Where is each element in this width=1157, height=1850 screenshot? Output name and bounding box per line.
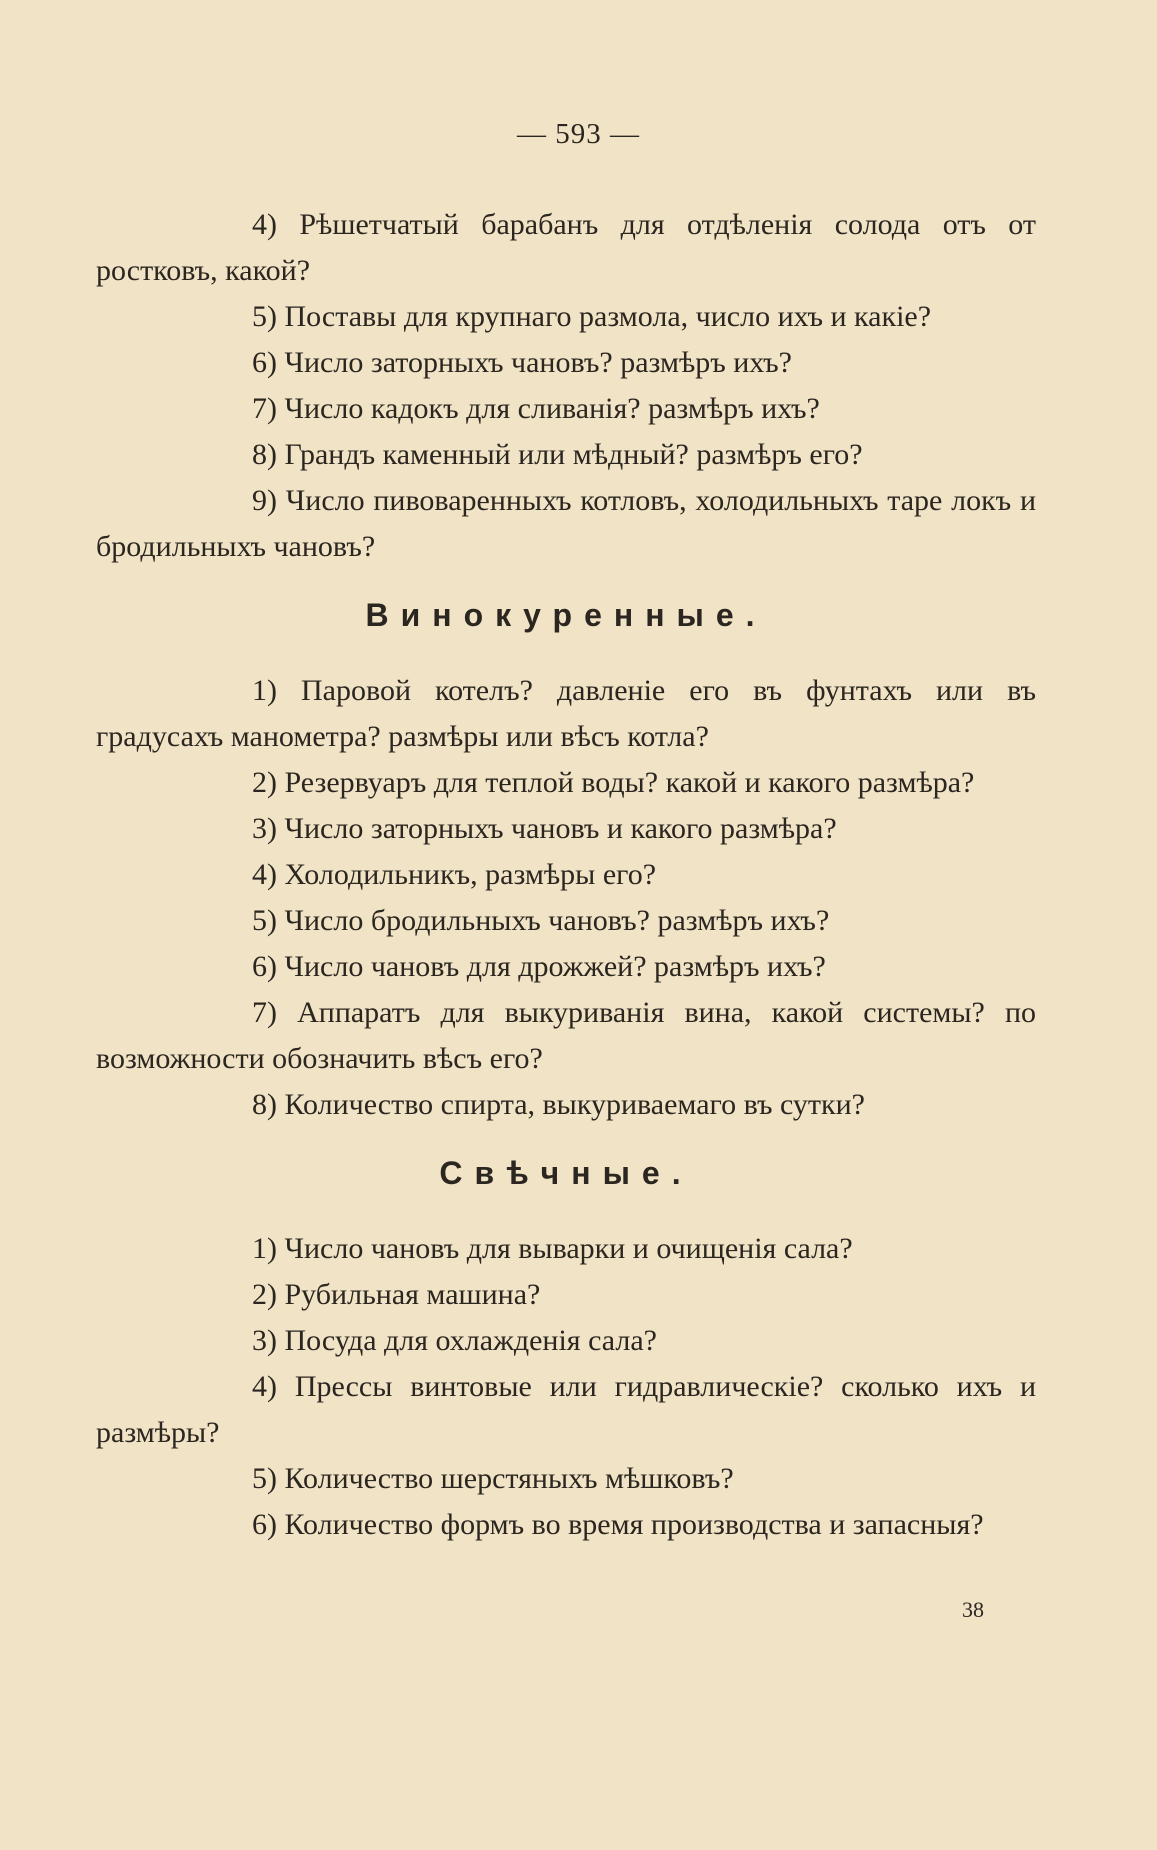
item-text: Холодильникъ, размѣры его? [284, 858, 657, 891]
list-item [96, 294, 1036, 340]
list-item [96, 1364, 1036, 1456]
item-text: Количество спирта, выкуриваемаго въ сутки? [284, 1088, 865, 1121]
item-number: 6) [252, 950, 277, 983]
item-number: 5) [252, 1462, 277, 1495]
page-text [96, 202, 1036, 1548]
item-number: 4) [252, 208, 277, 241]
item-number: 9) [252, 484, 277, 517]
list-item [96, 1456, 1036, 1502]
list-item [96, 944, 1036, 990]
item-text: Рѣшетчатый барабанъ для отдѣленія солода отъ от ростковъ, какой? [96, 208, 1037, 287]
list-item [96, 1502, 1036, 1548]
item-number: 4) [252, 1370, 277, 1403]
signature-mark: 38 [962, 1597, 984, 1622]
item-text: Аппаратъ для выкуриванія вина, какой системы? по возможности обозначить вѣсъ его? [96, 996, 1036, 1075]
list-item [96, 806, 1036, 852]
distillery-list [96, 668, 1036, 1128]
item-number: 7) [252, 392, 277, 425]
list-item [96, 340, 1036, 386]
item-number: 3) [252, 1324, 277, 1357]
item-number: 8) [252, 438, 277, 471]
list-item [96, 852, 1036, 898]
item-number: 5) [252, 300, 277, 333]
item-text: Число пивоваренныхъ котловъ, холодильныхъ таре локъ и бродильныхъ чановъ? [96, 484, 1036, 563]
item-text: Паровой котелъ? давленіе его въ фунтахъ или въ градусахъ манометра? размѣры или вѣсъ котла? [96, 674, 1036, 753]
item-number: 6) [252, 1508, 277, 1541]
list-item [96, 990, 1036, 1082]
item-number: 7) [252, 996, 277, 1029]
list-item [96, 202, 1036, 294]
candle-list [96, 1226, 1036, 1548]
section-heading-distillery: Винокуренные. [365, 597, 767, 633]
item-text: Число заторныхъ чановъ? размѣръ ихъ? [284, 346, 792, 379]
page-number: — 593 — [517, 118, 640, 150]
list-item [96, 898, 1036, 944]
list-item [96, 1082, 1036, 1128]
list-item [96, 386, 1036, 432]
list-item [96, 1318, 1036, 1364]
section-heading-candle: Свѣчные. [439, 1155, 693, 1191]
item-text: Грандъ каменный или мѣдный? размѣръ его? [284, 438, 863, 471]
list-item [96, 668, 1036, 760]
item-text: Резервуаръ для теплой воды? какой и какого размѣра? [284, 766, 975, 799]
item-number: 3) [252, 812, 277, 845]
item-text: Прессы винтовые или гидравлическіе? сколько ихъ и размѣры? [96, 1370, 1036, 1449]
item-number: 2) [252, 1278, 277, 1311]
item-number: 6) [252, 346, 277, 379]
item-text: Число бродильныхъ чановъ? размѣръ ихъ? [284, 904, 830, 937]
item-text: Количество шерстяныхъ мѣшковъ? [284, 1462, 734, 1495]
item-text: Рубильная машина? [284, 1278, 541, 1311]
item-text: Число заторныхъ чановъ и какого размѣра? [284, 812, 837, 845]
list-item [96, 478, 1036, 570]
item-text: Количество формъ во время производства и запасныя? [284, 1508, 984, 1541]
item-number: 2) [252, 766, 277, 799]
list-item [96, 760, 1036, 806]
item-number: 8) [252, 1088, 277, 1121]
item-number: 1) [252, 1232, 277, 1265]
item-text: Число чановъ для дрожжей? размѣръ ихъ? [284, 950, 826, 983]
item-number: 1) [252, 674, 277, 707]
item-text: Число чановъ для выварки и очищенія сала? [284, 1232, 853, 1265]
item-text: Поставы для крупнаго размола, число ихъ и какіе? [284, 300, 932, 333]
item-number: 4) [252, 858, 277, 891]
item-text: Число кадокъ для сливанія? размѣръ ихъ? [284, 392, 820, 425]
list-item [96, 1272, 1036, 1318]
list-item [96, 1226, 1036, 1272]
list-item [96, 432, 1036, 478]
item-number: 5) [252, 904, 277, 937]
brewery-list [96, 202, 1036, 570]
item-text: Посуда для охлажденія сала? [284, 1324, 657, 1357]
